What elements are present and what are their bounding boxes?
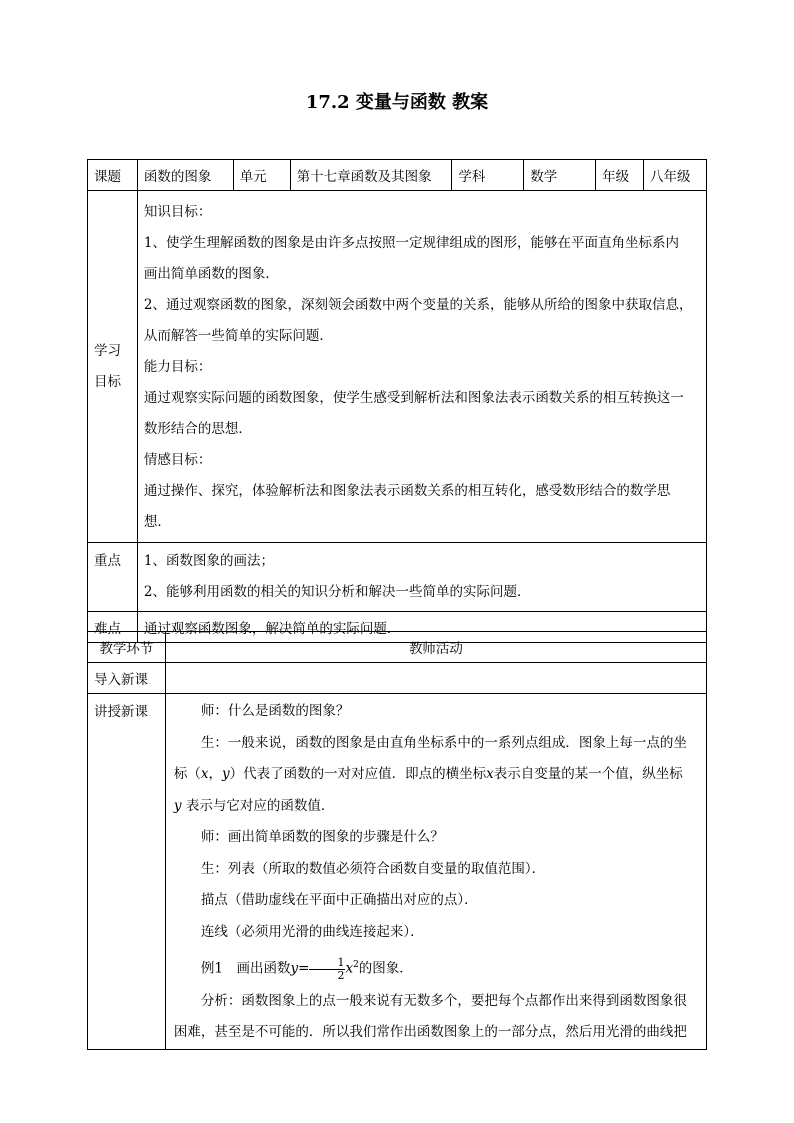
exponent: 2	[353, 960, 359, 970]
teaching-process-table	[87, 631, 707, 1050]
objective-line: 知识目标：	[143, 204, 212, 220]
math-variable: y	[222, 766, 230, 782]
activity-header: 教师活动	[165, 632, 706, 663]
math-variable: y	[290, 960, 299, 977]
objectives-content	[137, 191, 706, 543]
text-segment: 表示自变量的某一个值，纵坐标	[493, 766, 683, 782]
text-segment: 的图象．	[358, 960, 413, 977]
dialogue-line: 生：一般来说，函数的图象是由直角坐标系中的一系列点组成．图象上每一点的坐	[200, 734, 687, 751]
intro-row	[88, 663, 707, 694]
objectives-label-line-2: 目标	[94, 373, 121, 390]
info-header-row	[88, 160, 707, 191]
fraction-denominator: 2	[337, 968, 345, 982]
key-points-row	[88, 543, 707, 612]
difficulty-label: 难点	[88, 612, 138, 643]
topic-value: 函数的图象	[137, 160, 233, 191]
key-point-line: 2、能够利用函数的相关的知识分析和解决一些简单的实际问题．	[143, 584, 531, 600]
fraction	[309, 957, 345, 982]
objective-line: 想．	[143, 514, 171, 530]
grade-label: 年级	[596, 160, 644, 191]
objective-line: 从而解答一些简单的实际问题．	[143, 328, 333, 344]
objective-line: 能力目标：	[143, 359, 212, 375]
text-segment: ，	[208, 766, 223, 782]
key-points-content	[137, 543, 706, 612]
objective-line: 数形结合的思想．	[143, 421, 252, 437]
dialogue-line: 生：列表（所取的数值必须符合函数自变量的取值范围）．	[200, 860, 546, 877]
text-segment: 表示与它对应的函数值．	[181, 797, 335, 814]
lecture-row	[88, 694, 707, 1050]
objectives-label	[88, 191, 138, 543]
teaching-header-row	[88, 632, 707, 663]
subject-value: 数学	[524, 160, 596, 191]
dialogue-line	[174, 759, 698, 791]
objectives-label-line-1: 学习	[94, 342, 121, 359]
key-point-line: 1、函数图象的画法；	[143, 553, 275, 569]
objectives-row	[88, 191, 707, 543]
subject-label: 学科	[452, 160, 524, 191]
dialogue-line: 连线（必须用光滑的曲线连接起来）．	[200, 923, 424, 940]
grade-value: 八年级	[644, 160, 707, 191]
text-segment: 例1 画出函数	[200, 960, 291, 977]
fraction-numerator: 1	[309, 957, 345, 970]
example-line	[174, 948, 698, 986]
text-segment: =	[298, 960, 310, 977]
text-segment: ）代表了函数的一对对应值．即点的横坐标	[229, 766, 487, 782]
analysis-line: 困难，甚至是不可能的．所以我们常作出函数图象上的一部分点，然后用光滑的曲线把	[173, 1024, 687, 1040]
dialogue-line: 描点（借助虚线在平面中正确描出对应的点）．	[200, 892, 478, 908]
analysis-line: 分析：函数图象上的点一般来说有无数多个，要把每个点都作出来得到函数图象很	[200, 992, 687, 1009]
objective-line: 通过操作、探究，体验解析法和图象法表示函数关系的相互转化，感受数形结合的数学思	[143, 483, 671, 499]
objective-line: 2、通过观察函数的图象，深刻领会函数中两个变量的关系，能够从所给的图象中获取信息，	[143, 297, 693, 313]
key-label: 重点	[88, 543, 138, 612]
unit-label: 单元	[233, 160, 290, 191]
intro-label: 导入新课	[88, 663, 166, 694]
math-variable: x	[200, 766, 209, 782]
stage-header: 教学环节	[88, 632, 166, 663]
topic-label: 课题	[88, 160, 138, 191]
lecture-content	[165, 694, 706, 1050]
unit-value: 第十七章函数及其图象	[290, 160, 452, 191]
math-variable: x	[345, 960, 354, 977]
objective-line: 1、使学生理解函数的图象是由许多点按照一定规律组成的图形，能够在平面直角坐标系内	[143, 235, 680, 251]
document-title: 17.2 变量与函数 教案	[305, 92, 489, 113]
text-segment: 标（	[173, 766, 201, 782]
objective-line: 通过观察实际问题的函数图象，使学生感受到解析法和图象法表示函数关系的相互转换这一	[143, 390, 684, 406]
dialogue-line: 师：什么是函数的图象？	[200, 703, 350, 719]
dialogue-line	[174, 791, 698, 823]
difficulty-content: 通过观察函数图象，解决简单的实际问题．	[137, 612, 706, 643]
math-variable: y	[173, 797, 182, 814]
intro-content	[165, 663, 706, 694]
lesson-info-table	[87, 159, 707, 643]
objective-line: 画出简单函数的图象．	[143, 266, 279, 282]
lecture-label: 讲授新课	[88, 694, 166, 1050]
objective-line: 情感目标：	[143, 452, 212, 468]
dialogue-line: 师：画出简单函数的图象的步骤是什么？	[200, 829, 444, 845]
math-variable: x	[486, 766, 494, 782]
